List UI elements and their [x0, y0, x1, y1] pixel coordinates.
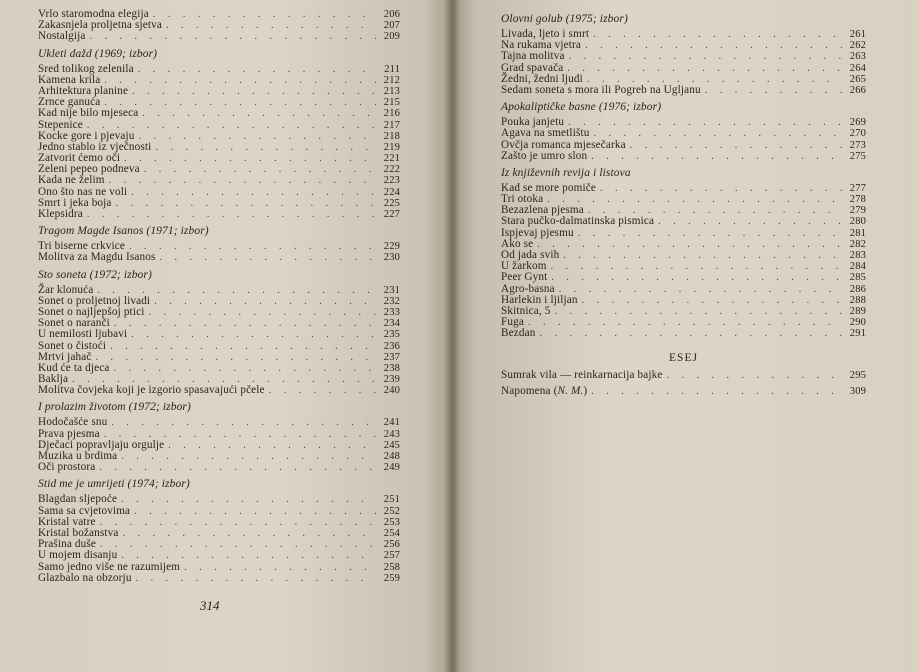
entry-page-number: 234: [383, 318, 400, 330]
page-number: 314: [200, 598, 220, 613]
toc-entry: [501, 151, 866, 162]
right-toc-column: [501, 13, 866, 340]
toc-entry: [38, 31, 400, 42]
left-page: [0, 0, 452, 672]
entry-title: Ako se: [501, 237, 534, 250]
toc-section: [38, 478, 400, 584]
entry-page-number: 286: [849, 283, 866, 295]
entry-page-number: 264: [849, 62, 866, 74]
dot-leader: [593, 128, 842, 139]
entry-page-number: 281: [849, 227, 866, 239]
entry-title: Agava na smetlištu: [501, 127, 590, 140]
entry-title: Pouka janjetu: [501, 116, 565, 129]
entry-page-number: 213: [383, 85, 400, 97]
dot-leader: [104, 97, 376, 108]
dot-leader: [132, 86, 376, 97]
entry-title: Stepenice: [38, 118, 83, 131]
esej-entry: [501, 386, 866, 397]
dot-leader: [667, 370, 842, 381]
entry-title: Bezdan: [501, 327, 536, 340]
entry-title: Muzika u brdima: [38, 450, 118, 462]
toc-entry: [38, 329, 400, 340]
entry-title: Oči prostora: [38, 461, 96, 474]
entry-title: Prava pjesma: [38, 427, 100, 440]
entry-page-number: 277: [849, 182, 866, 194]
section-title: Olovni golub: [501, 13, 563, 25]
section-year: (1976; izbor): [598, 101, 662, 114]
entry-title: Tri biserne crkvice: [38, 240, 125, 253]
entry-title: Skitnica, 5: [501, 304, 551, 317]
entry-title: Molitva čovjeka koji je izgorio spasavajući pčele: [38, 384, 265, 397]
dot-leader: [116, 198, 376, 209]
section-title: Stid me je umrijeti: [38, 478, 125, 491]
entry-page-number: 265: [849, 73, 866, 85]
entry-title: Na rukama vjetra: [501, 39, 582, 52]
entry-title: Zatvorit ćemo oči: [38, 152, 121, 165]
dot-leader: [551, 272, 842, 283]
dot-leader: [154, 296, 376, 307]
section-title: I prolazim životom: [38, 401, 126, 414]
entry-page-number: 241: [383, 417, 400, 429]
dot-leader: [134, 506, 376, 517]
entry-page-number: 212: [383, 74, 400, 86]
entry-page-number: 206: [383, 9, 400, 20]
dot-leader: [555, 306, 842, 317]
toc-entry: [501, 228, 866, 239]
entry-page-number: 259: [383, 572, 400, 584]
dot-leader: [100, 539, 376, 550]
entry-title: U žarkom: [501, 260, 547, 273]
esej-entry: [501, 370, 866, 381]
dot-leader: [537, 239, 842, 250]
section-title: Apokaliptičke basne: [501, 101, 596, 114]
entry-title: Agro-basna: [501, 282, 555, 295]
entry-page-number: 227: [383, 209, 400, 220]
toc-entry: [38, 198, 400, 209]
dot-leader: [111, 417, 376, 428]
dot-leader: [658, 216, 842, 227]
entry-title: Dječaci popravljaju orgulje: [38, 438, 165, 451]
dot-leader: [138, 64, 376, 75]
entry-title: Blagdan sljepoće: [38, 493, 118, 506]
entry-title: Smrt i jeka boja: [38, 196, 112, 209]
entry-title: Sonet o čistoći: [38, 339, 107, 352]
dot-leader: [131, 187, 376, 198]
toc-entry: [501, 183, 866, 194]
entry-page-number: 285: [849, 272, 866, 284]
toc-entry: [501, 328, 866, 339]
dot-leader: [109, 175, 376, 186]
toc-section: [38, 269, 400, 397]
entry-title: Ono što nas ne voli: [38, 185, 128, 198]
entry-page-number: 257: [383, 550, 400, 562]
entry-page-number: 219: [383, 141, 400, 153]
dot-leader: [121, 494, 376, 505]
dot-leader: [159, 252, 376, 263]
entry-page-number: 256: [383, 539, 400, 551]
entry-page-number: 263: [849, 51, 866, 63]
dot-leader: [563, 250, 842, 261]
entry-page-number: 275: [849, 150, 866, 162]
section-heading: [38, 225, 400, 238]
dot-leader: [578, 228, 842, 239]
entry-page-number: 232: [383, 295, 400, 307]
entry-page-number: 218: [383, 130, 400, 142]
entry-page-number: 238: [383, 362, 400, 374]
entry-page-number: 289: [849, 305, 866, 317]
entry-title: Harlekin i ljiljan: [501, 293, 578, 306]
entry-title: Molitva za Magdu Isanos: [38, 251, 156, 264]
book-gutter: [444, 0, 460, 672]
entry-title: Jedno stablo iz vječnosti: [38, 140, 152, 153]
entry-title: Kada ne želim: [38, 174, 105, 187]
entry-title: Nostalgija: [38, 30, 86, 43]
toc-entry: [501, 51, 866, 62]
entry-page-number: 245: [383, 439, 400, 451]
entry-title: Baklja: [38, 373, 69, 386]
entry-title: Hodočašće snu: [38, 416, 108, 429]
section-heading: [501, 101, 866, 114]
dot-leader: [582, 295, 842, 306]
entry-title: Kristal vatre: [38, 515, 96, 528]
entry-title: Tajna molitva: [501, 50, 565, 63]
entry-page-number: 230: [383, 252, 400, 264]
entry-title: Sonet o naranči: [38, 317, 110, 330]
toc-section: [501, 13, 866, 96]
toc-section: [38, 225, 400, 263]
section-title: Iz književnih revija i listova: [501, 166, 631, 179]
toc-entry: [501, 317, 866, 328]
section-heading: [501, 13, 866, 26]
section-year: (1974; izbor): [127, 478, 190, 491]
entry-title: U nemilosti ljubavi: [38, 328, 128, 341]
entry-title: Arhitektura planine: [38, 84, 129, 97]
entry-page-number: 270: [849, 128, 866, 140]
dot-leader: [136, 573, 376, 584]
dot-leader: [528, 317, 842, 328]
dot-leader: [568, 117, 842, 128]
entry-title: Kud će ta djeca: [38, 361, 110, 374]
toc-entry: [38, 341, 400, 352]
dot-leader: [559, 284, 842, 295]
toc-entry: [501, 272, 866, 283]
dot-leader: [155, 142, 376, 153]
right-page: [452, 0, 919, 672]
dot-leader: [144, 164, 376, 175]
entry-page-number: 223: [383, 175, 400, 187]
entry-title: Peer Gynt: [501, 271, 548, 284]
section-heading: [38, 48, 400, 61]
dot-leader: [104, 75, 376, 86]
entry-page-number: 252: [383, 505, 400, 517]
entry-page-number: 291: [849, 328, 866, 340]
dot-leader: [567, 63, 842, 74]
entry-title: Glazbalo na obzorju: [38, 571, 132, 584]
dot-leader: [269, 385, 376, 396]
dot-leader: [114, 363, 376, 374]
left-toc-column: [38, 9, 400, 584]
toc-entry: [38, 108, 400, 119]
entry-title: Tri otoka: [501, 193, 544, 206]
toc-entry: [501, 261, 866, 272]
toc-entry: [38, 385, 400, 396]
entry-page-number: 251: [383, 494, 400, 506]
entry-page-number: 284: [849, 261, 866, 273]
entry-page-number: 215: [383, 97, 400, 109]
entry-page-number: 295: [849, 369, 866, 381]
toc-entry: [501, 306, 866, 317]
toc-entry: [38, 20, 400, 31]
esej-section: [501, 352, 866, 397]
entry-title: Ispjevaj pjesmu: [501, 226, 574, 239]
entry-page-number: 224: [383, 186, 400, 198]
entry-title: Livada, ljeto i smrt: [501, 28, 590, 40]
entry-title: Žedni, žedni ljudi: [501, 72, 583, 85]
entry-title: Sred tolikog zelenila: [38, 62, 134, 75]
dot-leader: [184, 562, 376, 573]
entry-page-number: 237: [383, 351, 400, 363]
entry-title-end: ): [583, 384, 588, 397]
toc-entry: [501, 85, 866, 96]
section-title: Sto soneta: [38, 268, 87, 281]
toc-entry: [38, 573, 400, 584]
entry-page-number: 233: [383, 306, 400, 318]
entry-title: Zrnce ganuća: [38, 96, 101, 109]
entry-page-number: 309: [849, 385, 866, 397]
dot-leader: [121, 550, 376, 561]
entry-title: Zašto je umro slon: [501, 149, 588, 162]
toc-entry: [38, 120, 400, 131]
entry-page-number: 231: [383, 284, 400, 296]
dot-leader: [110, 341, 376, 352]
dot-leader: [100, 517, 376, 528]
dot-leader: [547, 194, 842, 205]
entry-page-number: 261: [849, 29, 866, 40]
entry-page-number: 278: [849, 194, 866, 206]
entry-title: Stara pučko-dalmatinska pismica: [501, 215, 655, 228]
toc-entry: [38, 562, 400, 573]
entry-title: Klepsidra: [38, 208, 83, 220]
entry-title-italic: N. M.: [557, 384, 584, 397]
section-heading: [38, 478, 400, 491]
dot-leader: [585, 40, 842, 51]
dot-leader: [87, 209, 376, 220]
dot-leader: [123, 528, 376, 539]
dot-leader: [114, 318, 376, 329]
entry-page-number: 217: [383, 119, 400, 131]
entry-page-number: 211: [384, 63, 400, 75]
toc-entry: [38, 550, 400, 561]
entry-title: Vrlo staromodna elegija: [38, 8, 149, 20]
entry-page-number: 279: [849, 205, 866, 217]
section-year: (1971; izbor): [146, 225, 209, 238]
entry-title: Prašina duše: [38, 538, 97, 551]
dot-leader: [539, 328, 842, 339]
toc-entry: [38, 363, 400, 374]
section-year: (1972; izbor): [128, 401, 191, 414]
entry-page-number: 280: [849, 216, 866, 228]
toc-entry: [501, 128, 866, 139]
dot-leader: [551, 261, 842, 272]
section-year: (1975; izbor): [565, 13, 628, 25]
entry-page-number: 243: [383, 428, 400, 440]
section-heading: [501, 167, 866, 180]
section-heading: [38, 269, 400, 282]
entry-title: Sonet o najljepšoj ptici: [38, 305, 145, 318]
entry-page-number: 248: [383, 451, 400, 462]
entry-page-number: 229: [383, 241, 400, 253]
toc-entry: [38, 252, 400, 263]
toc-entry: [38, 494, 400, 505]
entry-page-number: 254: [383, 527, 400, 539]
entry-page-number: 288: [849, 294, 866, 306]
toc-entry: [38, 417, 400, 428]
toc-section: [38, 48, 400, 221]
section-year: (1972; izbor): [89, 268, 152, 281]
dot-leader: [90, 31, 377, 42]
entry-page-number: 207: [383, 20, 400, 32]
entry-title: Bezazlena pjesma: [501, 204, 584, 217]
entry-page-number: 269: [849, 117, 866, 129]
dot-leader: [96, 352, 376, 363]
dot-leader: [600, 183, 842, 194]
section-title: Ukleti dažd: [38, 47, 92, 60]
toc-entry: [38, 462, 400, 473]
dot-leader: [129, 241, 376, 252]
toc-entry: [501, 216, 866, 227]
dot-leader: [124, 153, 376, 164]
entry-title: Sumrak vila — reinkarnacija bajke: [501, 368, 663, 381]
entry-page-number: 266: [849, 84, 866, 96]
dot-leader: [148, 307, 376, 318]
entry-title: [501, 386, 587, 397]
toc-section: [501, 167, 866, 340]
dot-leader: [99, 462, 376, 473]
entry-title-text: Napomena (: [501, 384, 558, 397]
entry-title: Mrtvi jahač: [38, 350, 92, 363]
entry-title: Kristal božanstva: [38, 526, 119, 539]
entry-title: Sonet o proljetnoj livadi: [38, 294, 151, 307]
entry-page-number: 216: [383, 108, 400, 120]
entry-title: Grad spavača: [501, 61, 564, 74]
entry-title: Kocke gore i pjevaju: [38, 129, 135, 142]
entry-page-number: 235: [383, 329, 400, 341]
entry-page-number: 239: [383, 374, 400, 386]
entry-page-number: 283: [849, 250, 866, 261]
entry-page-number: 290: [849, 317, 866, 329]
toc-section: [501, 101, 866, 162]
entry-page-number: 249: [383, 462, 400, 474]
dot-leader: [121, 451, 376, 462]
dot-leader: [705, 85, 842, 96]
entry-title: U mojem disanju: [38, 549, 118, 562]
toc-entry: [501, 250, 866, 261]
toc-section: [38, 401, 400, 473]
entry-page-number: 262: [849, 40, 866, 52]
dot-leader: [153, 9, 376, 20]
entry-page-number: 253: [383, 516, 400, 528]
dot-leader: [591, 151, 842, 162]
entry-page-number: 221: [383, 153, 400, 165]
entry-title: Sama sa cvjetovima: [38, 504, 131, 517]
entry-title: Samo jedno više ne razumijem: [38, 560, 181, 573]
entry-title: Sedam soneta s mora ili Pogreb na Ugljanu: [501, 83, 701, 96]
section-heading: [38, 401, 400, 414]
entry-page-number: 225: [383, 197, 400, 209]
entry-page-number: 240: [383, 385, 400, 397]
entry-page-number: 258: [383, 561, 400, 573]
dot-leader: [142, 108, 376, 119]
entry-title: Kad se more pomiče: [501, 181, 596, 194]
entry-title: Kamena krila: [38, 73, 101, 86]
dot-leader: [168, 440, 376, 451]
entry-page-number: 236: [383, 340, 400, 352]
toc-entry: [38, 209, 400, 220]
toc-entry: [501, 295, 866, 306]
entry-page-number: 273: [849, 139, 866, 151]
dot-leader: [131, 329, 376, 340]
entry-title: Zeleni pepeo podneva: [38, 163, 140, 176]
dot-leader: [569, 51, 842, 62]
dot-leader: [166, 20, 376, 31]
entry-title: Zakasnjela proljetna sjetva: [38, 19, 162, 32]
section-title: Tragom Magde Isanos: [38, 225, 144, 238]
entry-title: Fuga: [501, 316, 524, 329]
dot-leader: [593, 29, 842, 40]
dot-leader: [630, 140, 842, 151]
toc-entry: [501, 140, 866, 151]
entry-page-number: 282: [849, 238, 866, 250]
entry-title: Od jada svih: [501, 249, 560, 261]
section-year: (1969; izbor): [94, 47, 158, 60]
entry-page-number: 222: [383, 164, 400, 176]
toc-entry: [38, 175, 400, 186]
entry-page-number: 209: [383, 31, 400, 43]
dot-leader: [139, 131, 376, 142]
esej-heading: ESEJ: [669, 351, 698, 364]
dot-leader: [591, 386, 842, 397]
entry-title: Ovčja romanca mjesečarka: [501, 138, 626, 151]
entry-title: Kad nije bilo mjeseca: [38, 107, 139, 120]
entry-title: Žar klonuća: [38, 283, 94, 296]
